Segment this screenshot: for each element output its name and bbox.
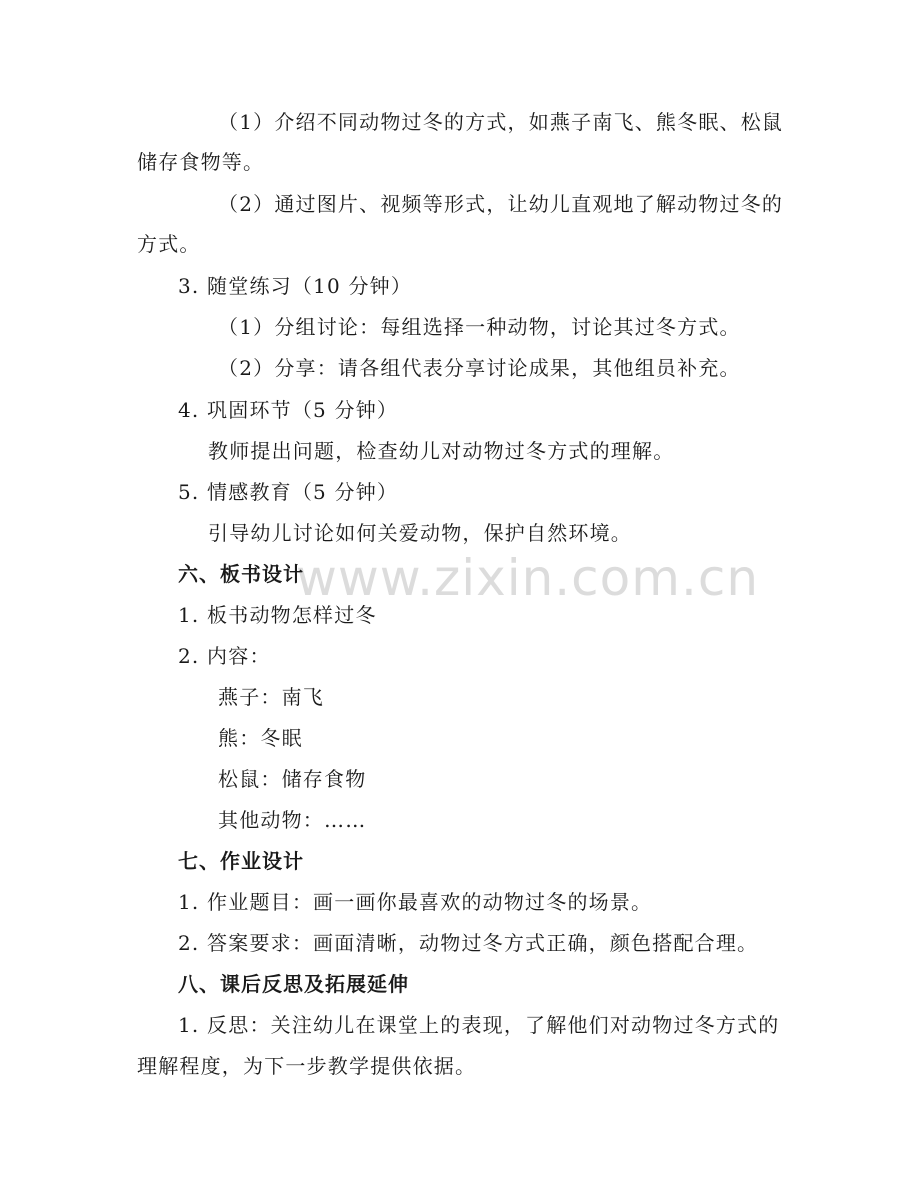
paragraph-line: （1）介绍不同动物过冬的方式，如燕子南飞、熊冬眠、松鼠: [218, 110, 784, 134]
paragraph-line: （2）通过图片、视频等形式，让幼儿直观地了解动物过冬的: [218, 192, 784, 216]
section-heading: 六、板书设计: [178, 562, 304, 586]
paragraph-line: 方式。: [137, 232, 201, 256]
list-item: 2. 内容：: [178, 644, 271, 668]
section-heading: 七、作业设计: [178, 849, 304, 873]
board-content-line: 燕子：南飞: [218, 685, 324, 709]
list-item: 5. 情感教育（5 分钟）: [178, 480, 399, 504]
paragraph-line: 储存食物等。: [137, 150, 265, 174]
paragraph-line: 理解程度，为下一步教学提供依据。: [137, 1054, 477, 1078]
board-content-line: 松鼠：储存食物: [218, 767, 367, 791]
paragraph-line: 引导幼儿讨论如何关爱动物，保护自然环境。: [208, 521, 632, 545]
paragraph-line: （1）分组讨论：每组选择一种动物，讨论其过冬方式。: [218, 315, 741, 339]
board-content-line: 其他动物：……: [218, 808, 367, 832]
paragraph-line: （2）分享：请各组代表分享讨论成果，其他组员补充。: [218, 356, 741, 380]
list-item: 3. 随堂练习（10 分钟）: [178, 274, 413, 298]
list-item: 2. 答案要求：画面清晰，动物过冬方式正确，颜色搭配合理。: [178, 931, 759, 955]
watermark: www.zixin.com.cn: [296, 549, 760, 607]
section-heading: 八、课后反思及拓展延伸: [178, 972, 409, 996]
list-item: 1. 反思：关注幼儿在课堂上的表现，了解他们对动物过冬方式的: [178, 1013, 780, 1037]
paragraph-line: 教师提出问题，检查幼儿对动物过冬方式的理解。: [208, 439, 675, 463]
list-item: 1. 作业题目：画一画你最喜欢的动物过冬的场景。: [178, 890, 653, 914]
board-content-line: 熊：冬眠: [218, 726, 303, 750]
list-item: 1. 板书动物怎样过冬: [178, 603, 377, 627]
list-item: 4. 巩固环节（5 分钟）: [178, 398, 399, 422]
